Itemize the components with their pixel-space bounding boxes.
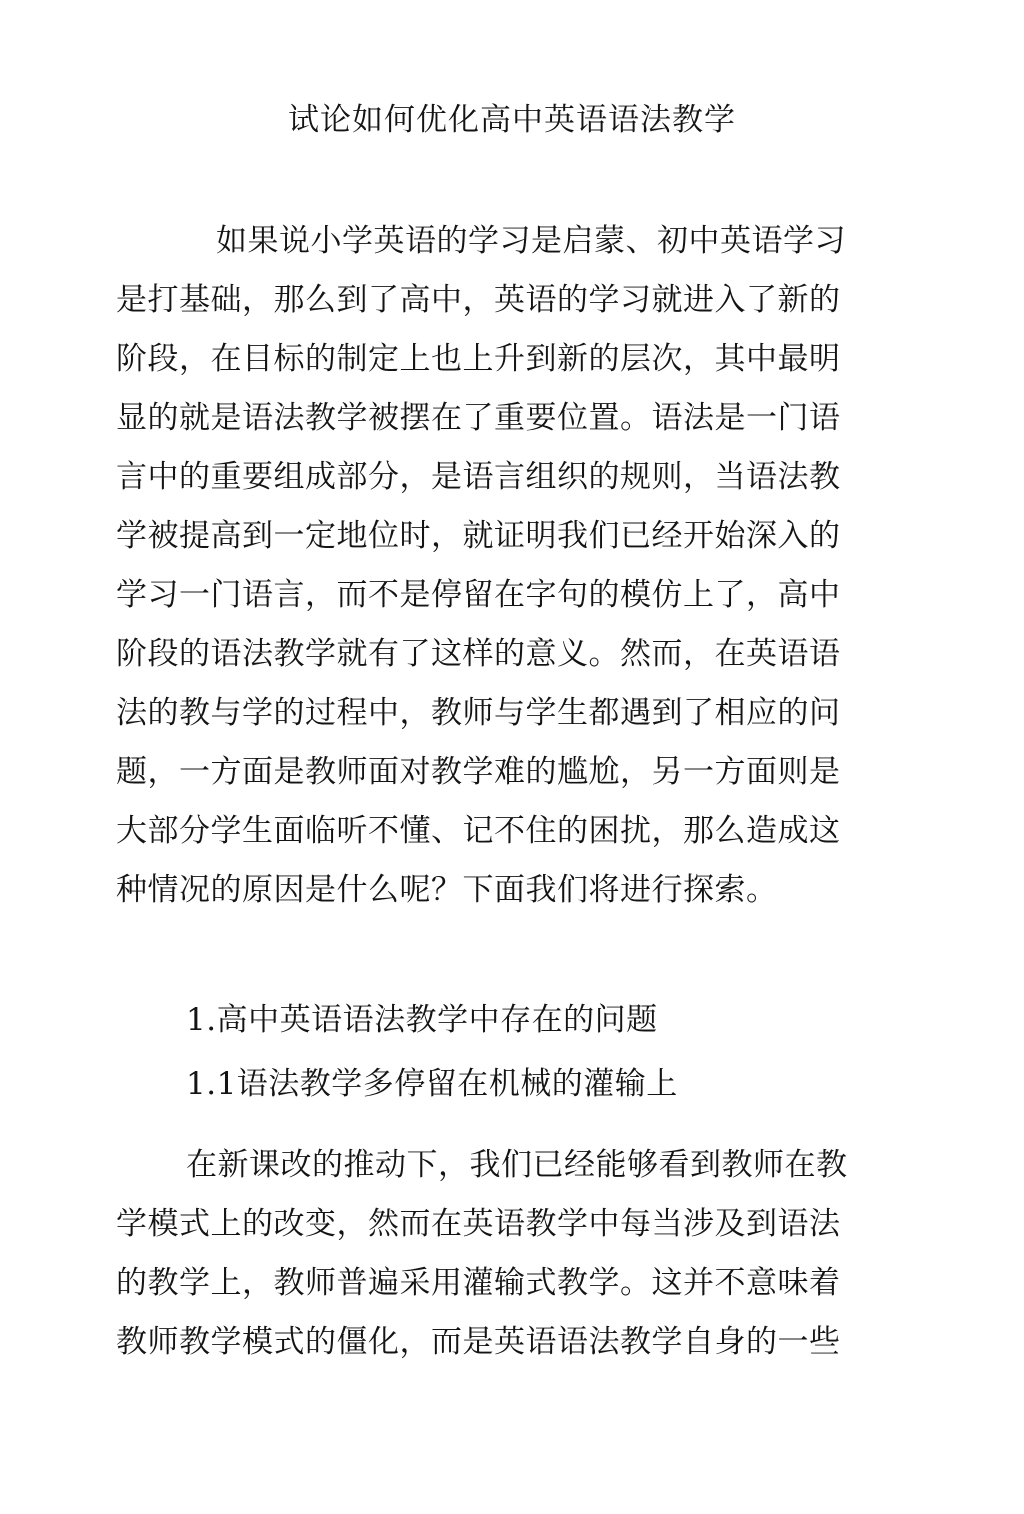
paragraph-line: 法的教与学的过程中，教师与学生都遇到了相应的问 — [116, 695, 841, 731]
paragraph-line: 如果说小学英语的学习是启蒙、初中英语学习 — [216, 223, 846, 259]
paragraph-line: 言中的重要组成部分，是语言组织的规则，当语法教 — [116, 459, 841, 495]
subsection-heading: 1.1语法教学多停留在机械的灌输上 — [186, 1066, 678, 1102]
paragraph-line: 在新课改的推动下，我们已经能够看到教师在教 — [186, 1147, 848, 1183]
paragraph-line: 学模式上的改变，然而在英语教学中每当涉及到语法 — [116, 1206, 841, 1242]
section-heading: 1.高中英语语法教学中存在的问题 — [186, 1002, 658, 1038]
paragraph-line: 学被提高到一定地位时，就证明我们已经开始深入的 — [116, 518, 841, 554]
body-paragraph — [116, 1136, 876, 1372]
paragraph-line: 显的就是语法教学被摆在了重要位置。语法是一门语 — [116, 400, 841, 436]
paragraph-line: 题，一方面是教师面对教学难的尴尬，另一方面则是 — [116, 754, 841, 790]
document-title: 试论如何优化高中英语语法教学 — [288, 102, 736, 138]
paragraph-line: 学习一门语言，而不是停留在字句的模仿上了，高中 — [116, 577, 841, 613]
intro-paragraph — [116, 212, 876, 920]
paragraph-line: 种情况的原因是什么呢？下面我们将进行探索。 — [116, 872, 778, 908]
paragraph-line: 的教学上，教师普遍采用灌输式教学。这并不意味着 — [116, 1265, 841, 1301]
paragraph-line: 教师教学模式的僵化，而是英语语法教学自身的一些 — [116, 1324, 841, 1360]
paragraph-line: 是打基础，那么到了高中，英语的学习就进入了新的 — [116, 282, 841, 318]
paragraph-line: 大部分学生面临听不懂、记不住的困扰，那么造成这 — [116, 813, 841, 849]
paragraph-line: 阶段，在目标的制定上也上升到新的层次，其中最明 — [116, 341, 841, 377]
paragraph-line: 阶段的语法教学就有了这样的意义。然而，在英语语 — [116, 636, 841, 672]
